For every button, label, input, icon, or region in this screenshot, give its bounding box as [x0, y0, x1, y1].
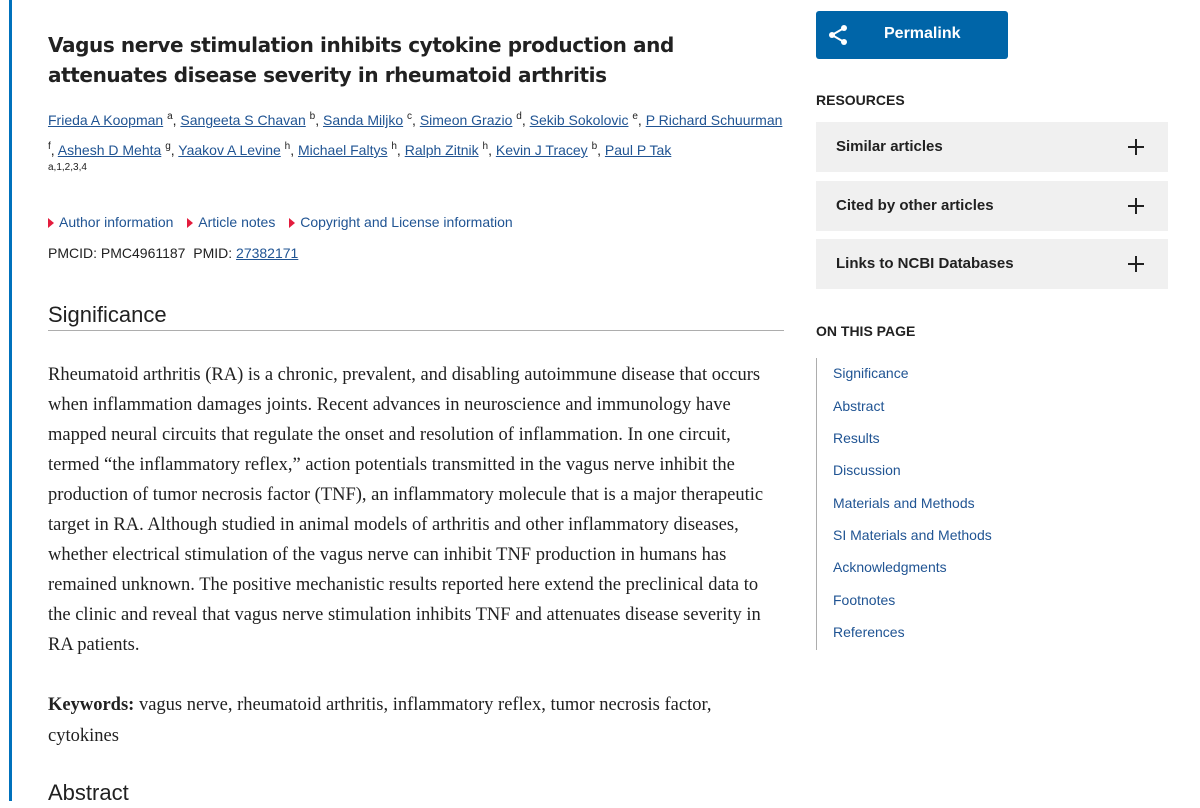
toc-link-references[interactable]: References [833, 624, 905, 640]
expand-triangle-icon [48, 218, 54, 228]
keywords-label: Keywords: [48, 695, 135, 715]
significance-text: Rheumatoid arthritis (RA) is a chronic, prevalent, and disabling autoimmune disease that occurs when inflammation damages joints. Recent advances in neuroscience and immunology have mapped neural circuits that regulate the onset and resolution of inflammation. In one circuit, termed “the inflammatory reflex,” action potentials transmitted in the vagus nerve inhibit the production of tumor necrosis factor (TNF), an inflammatory molecule that is a major therapeutic target in RA. Although studied in animal models of arthritis and other inflammatory diseases, whether electrical stimulation of the vagus nerve can inhibit TNF production in humans has remained unknown. The positive mechanistic results reported here extend the preclinical data to the clinic and reveal that vagus nerve stimulation inhibits TNF and attenuates disease severity in RA patients. [48, 365, 764, 655]
author-information-label: Author information [59, 214, 174, 230]
similar-articles-accordion[interactable] [816, 122, 1168, 172]
on-this-page-heading: ON THIS PAGE [816, 323, 916, 339]
affiliation-sup: h [284, 141, 291, 152]
cited-by-accordion[interactable] [816, 181, 1168, 231]
affiliation-sup: f [48, 141, 51, 152]
affiliation-sup: e [632, 111, 638, 122]
keywords-value: vagus nerve, rheumatoid arthritis, inflammatory reflex, tumor necrosis factor, cytokines [48, 695, 712, 746]
permalink-button[interactable] [816, 11, 1008, 59]
toc-link-results[interactable]: Results [833, 430, 880, 446]
author-information-toggle[interactable] [48, 214, 173, 230]
pmid-label: PMID: [193, 245, 233, 261]
author-list: Frieda A Koopman $^a$, Sangeeta S Chavan $^b$, Sanda Miljko $^c$, Simeon Grazio $^d$, Sekib Sokolovic $^e$, P Richard Schuurman $^f$, Ashesh D Mehta $^g$, Yaakov A Levine $^h$, Michael Faltys $^h$, Ralph Zitnik $^h$, Kevin J Tracey $^b$, Paul P Tak a,1,2,3,4 [48, 111, 783, 173]
significance-heading: Significance [48, 300, 784, 331]
share-icon [826, 23, 850, 47]
plus-icon [1128, 139, 1144, 155]
article-notes-links [48, 214, 523, 230]
plus-icon [1128, 198, 1144, 214]
toc-link-materials-methods[interactable]: Materials and Methods [833, 495, 975, 511]
author-link[interactable]: Kevin J Tracey [495, 142, 588, 158]
toc-link-footnotes[interactable]: Footnotes [833, 592, 896, 608]
similar-articles-label: Similar articles [836, 138, 943, 155]
on-this-page-nav [816, 358, 1169, 650]
affiliation-list: a,1,2,3,4 [48, 162, 87, 173]
pmcid-value: PMC4961187 [100, 245, 186, 261]
author-link[interactable]: Michael Faltys [298, 142, 388, 158]
author-link[interactable]: P Richard Schuurman [645, 112, 783, 128]
pmid-link[interactable]: 27382171 [236, 245, 299, 261]
page-left-rule [9, 0, 12, 801]
toc-link-abstract[interactable]: Abstract [833, 398, 885, 414]
affiliation-sup: b [309, 111, 316, 122]
toc-link-discussion[interactable]: Discussion [833, 462, 901, 478]
affiliation-sup: c [407, 111, 413, 122]
author-link[interactable]: Frieda A Koopman [48, 112, 164, 128]
ncbi-links-label: Links to NCBI Databases [836, 255, 1014, 272]
ncbi-links-accordion[interactable] [816, 239, 1168, 289]
pmcid-label: PMCID: [48, 245, 97, 261]
copyright-toggle[interactable] [289, 214, 512, 230]
affiliation-sup: h [482, 141, 489, 152]
permalink-label: Permalink [884, 25, 961, 42]
copyright-label: Copyright and License information [300, 214, 513, 230]
toc-link-significance[interactable]: Significance [833, 365, 909, 381]
cited-by-label: Cited by other articles [836, 197, 994, 214]
abstract-heading: Abstract [48, 780, 129, 805]
plus-icon [1128, 256, 1144, 272]
affiliation-sup: b [591, 141, 598, 152]
resources-heading: RESOURCES [816, 92, 905, 108]
author-link[interactable]: Sangeeta S Chavan [180, 112, 306, 128]
expand-triangle-icon [289, 218, 295, 228]
author-link[interactable]: Ralph Zitnik [404, 142, 479, 158]
article-notes-toggle[interactable] [187, 214, 275, 230]
expand-triangle-icon [187, 218, 193, 228]
toc-link-acknowledgments[interactable]: Acknowledgments [833, 559, 947, 575]
affiliation-sup: h [391, 141, 397, 152]
affiliation-sup: a [167, 111, 173, 122]
toc-link-si-materials-methods[interactable]: SI Materials and Methods [833, 527, 992, 543]
author-link[interactable]: Sanda Miljko [322, 112, 404, 128]
author-link[interactable]: Simeon Grazio [419, 112, 513, 128]
author-link[interactable]: Sekib Sokolovic [529, 112, 629, 128]
article-title: Vagus nerve stimulation inhibits cytokine production and attenuates disease severity in rheumatoid arthritis [48, 33, 674, 87]
author-link[interactable]: Ashesh D Mehta [57, 142, 162, 158]
affiliation-sup: g [165, 141, 171, 152]
affiliation-sup: d [516, 111, 522, 122]
article-ids [48, 245, 298, 261]
keywords [48, 690, 784, 752]
author-link[interactable]: Paul P Tak [604, 142, 672, 158]
author-link[interactable]: Yaakov A Levine [178, 142, 281, 158]
article-notes-label: Article notes [198, 214, 276, 230]
